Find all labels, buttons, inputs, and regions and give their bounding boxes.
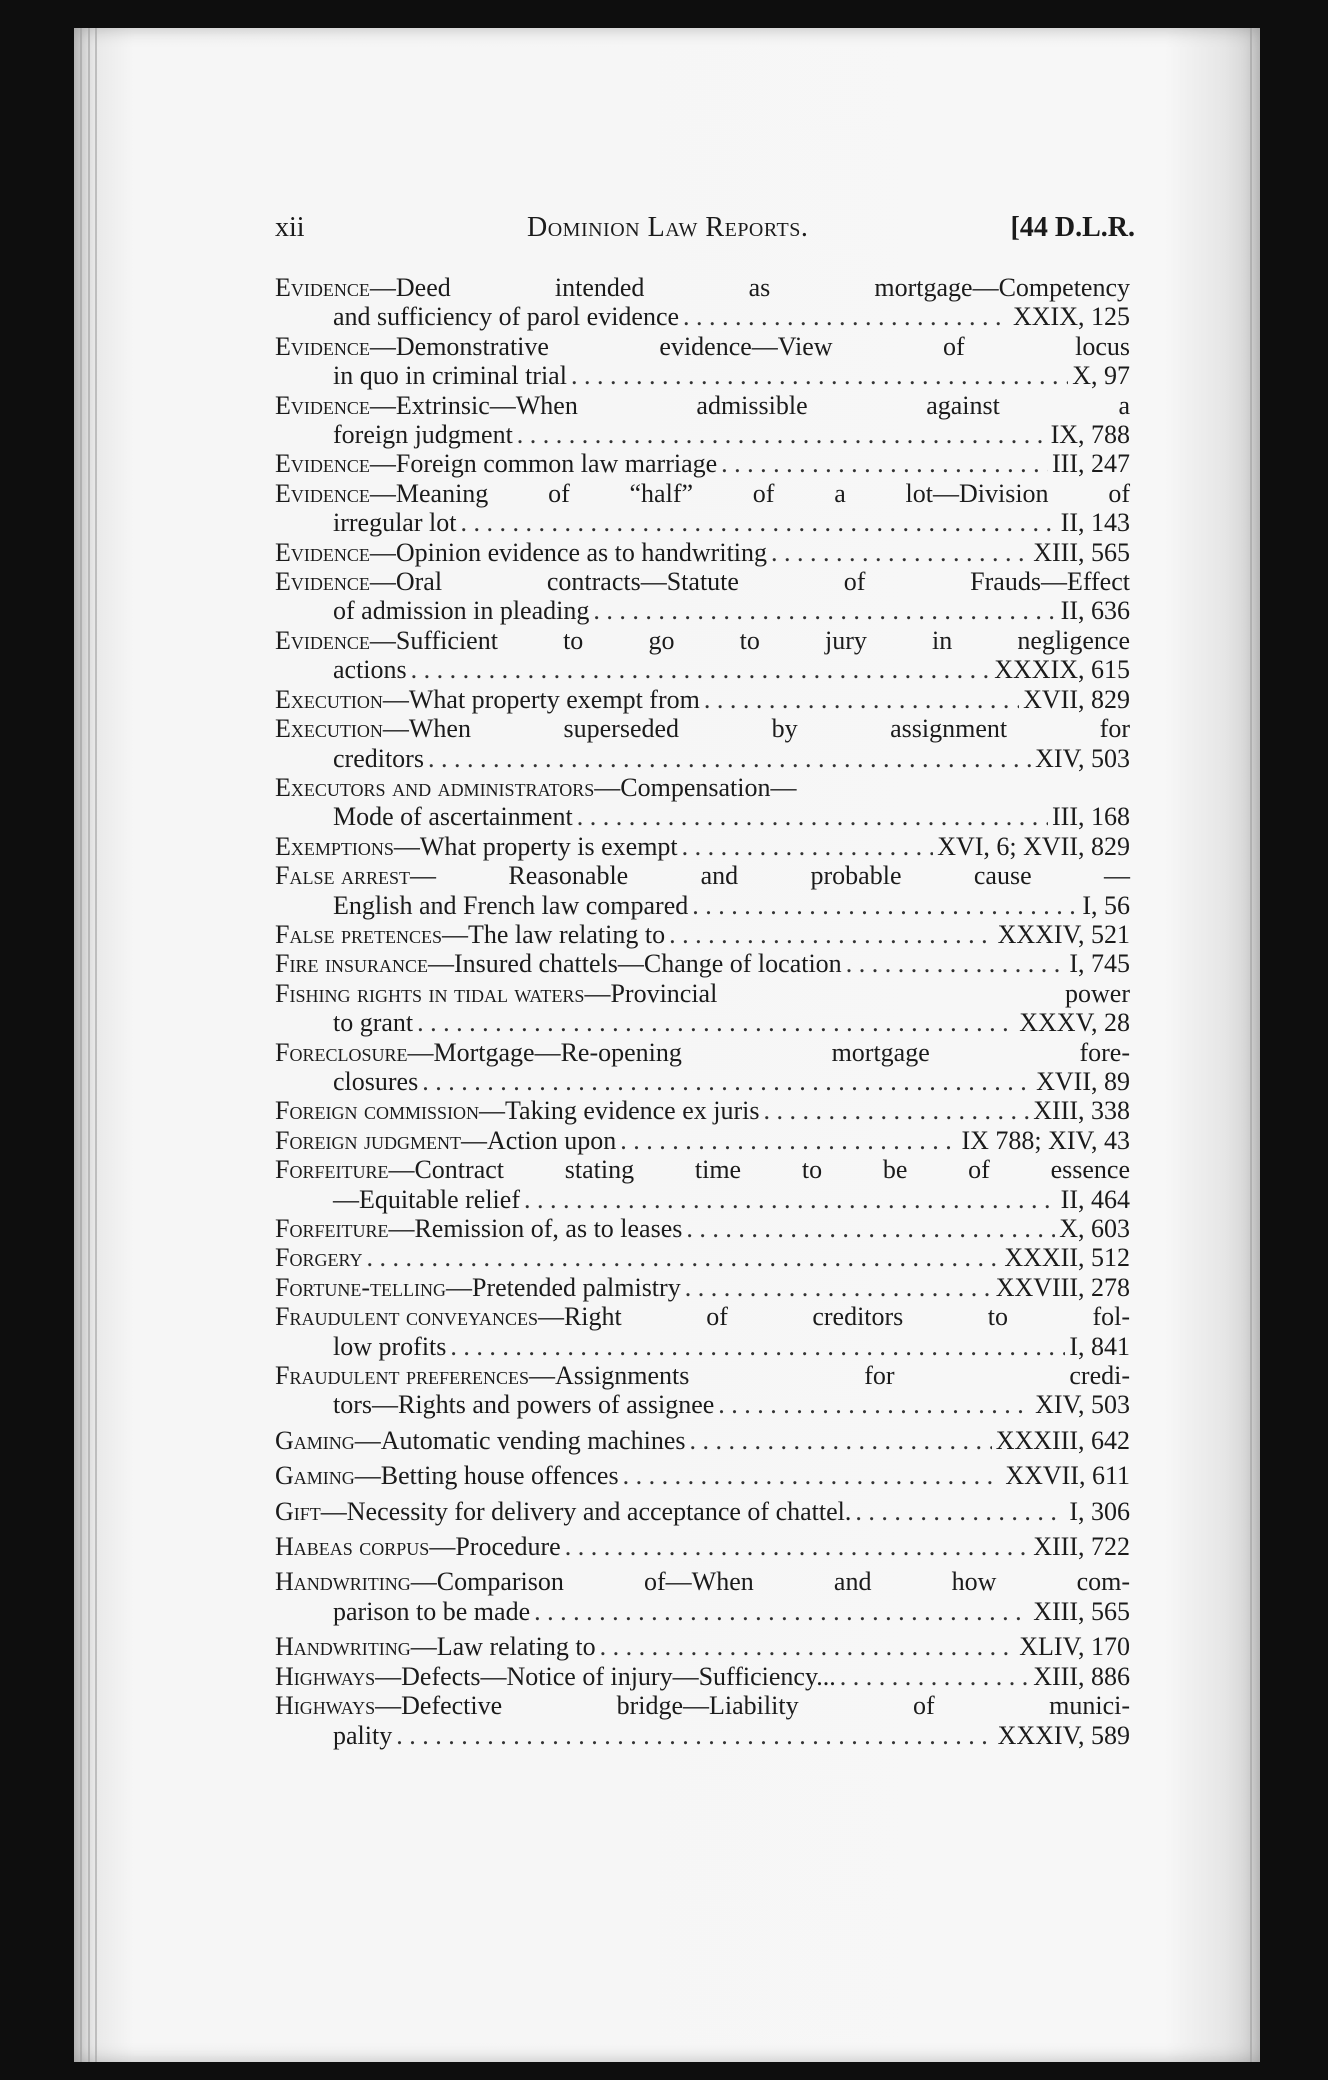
volume-page-reference: XXXII, 512: [1004, 1243, 1130, 1273]
page-edge: [88, 28, 90, 2062]
page-edge: [80, 28, 82, 2062]
index-entry: [275, 1302, 1130, 1361]
entry-line: [275, 1721, 1130, 1750]
entry-text: —Action upon: [460, 1125, 617, 1155]
page-title: Dominion Law Reports.: [527, 212, 809, 243]
volume-page-reference: I, 56: [1082, 890, 1130, 920]
leader-dots: [428, 744, 1031, 773]
entry-heading: False pretences: [275, 919, 442, 949]
volume-page-reference: XIII, 338: [1033, 1096, 1130, 1126]
volume-page-reference: III, 168: [1052, 802, 1130, 832]
entry-line: [275, 1361, 1130, 1390]
entry-text: pality: [333, 1720, 393, 1750]
entry-line: [275, 1662, 1130, 1691]
entry-text: —The law relating to: [441, 919, 666, 949]
entry-line: [275, 1273, 1130, 1302]
entry-line: [275, 1185, 1130, 1214]
entry-text: of admission in pleading: [333, 596, 590, 626]
volume-page-reference: XIV, 503: [1035, 1390, 1130, 1420]
page-number: xii: [275, 212, 305, 243]
entry-line: [275, 391, 1130, 420]
entry-text: —Provincial power: [584, 978, 1130, 1008]
leader-dots: [524, 1185, 1057, 1214]
entry-heading: Fire insurance: [275, 949, 428, 979]
entry-text: actions: [333, 655, 407, 685]
entry-text: —What property exempt from: [382, 684, 700, 714]
entry-line: [275, 891, 1130, 920]
entry-line: [275, 1632, 1130, 1661]
index-entry: [275, 1096, 1130, 1125]
entry-line: [275, 596, 1130, 625]
entry-text: — Reasonable and probable cause —: [409, 861, 1130, 891]
index-entry: [275, 920, 1130, 949]
entry-text: —Assignments for credi-: [528, 1361, 1130, 1391]
entry-line: [275, 538, 1130, 567]
entry-text: and sufficiency of parol evidence: [333, 302, 680, 332]
index-entry: [275, 626, 1130, 685]
entry-text: in quo in criminal trial: [333, 361, 567, 391]
entry-heading: Forfeiture: [275, 1155, 389, 1185]
entry-line: [275, 1691, 1130, 1720]
entry-heading: Evidence: [275, 331, 370, 361]
volume-page-reference: XIV, 503: [1035, 743, 1130, 773]
leader-dots: [840, 1662, 1029, 1691]
volume-page-reference: XXXV, 28: [1019, 1008, 1130, 1038]
index-entry: [275, 949, 1130, 978]
entry-text: —Pretended palmistry: [446, 1272, 681, 1302]
volume-page-reference: XIII, 886: [1033, 1661, 1130, 1691]
entry-text: low profits: [333, 1331, 447, 1361]
volume-page-reference: XIII, 565: [1033, 537, 1130, 567]
entry-line: [275, 1532, 1130, 1561]
entry-line: [275, 302, 1130, 331]
entry-line: [275, 1126, 1130, 1155]
leader-dots: [422, 1067, 1032, 1096]
entry-text: —Taking evidence ex juris: [478, 1096, 760, 1126]
entry-heading: Fraudulent preferences: [275, 1361, 529, 1391]
entry-heading: Highways: [275, 1661, 376, 1691]
entry-line: [275, 744, 1130, 773]
index-entry: [275, 832, 1130, 861]
leader-dots: [411, 655, 991, 684]
page-edge: [95, 28, 97, 2062]
volume-page-reference: XXXIV, 589: [997, 1720, 1130, 1750]
entry-line: [275, 1426, 1130, 1455]
volume-page-reference: X, 97: [1072, 361, 1130, 391]
entry-line: [275, 685, 1130, 714]
volume-page-reference: XXVIII, 278: [995, 1272, 1130, 1302]
volume-page-reference: III, 247: [1052, 449, 1130, 479]
entry-line: [275, 861, 1130, 890]
volume-page-reference: XXIX, 125: [1013, 302, 1130, 332]
volume-label: [44 D.L.R.: [1010, 212, 1135, 243]
entry-line: [275, 1567, 1130, 1596]
entry-heading: Foreclosure: [275, 1037, 408, 1067]
entry-heading: Gift: [275, 1496, 321, 1526]
index-entry: [275, 1632, 1130, 1661]
entry-line: [275, 1038, 1130, 1067]
entry-heading: Gaming: [275, 1461, 355, 1491]
volume-page-reference: II, 143: [1060, 508, 1130, 538]
entry-line: [275, 449, 1130, 478]
leader-dots: [669, 920, 993, 949]
entry-heading: Foreign commission: [275, 1096, 479, 1126]
entry-line: [275, 1390, 1130, 1419]
entry-heading: Exemptions: [275, 831, 394, 861]
entry-line: [275, 832, 1130, 861]
leader-dots: [771, 538, 1029, 567]
leader-dots: [417, 1008, 1015, 1037]
index-list: [275, 273, 1130, 1750]
entry-text: foreign judgment: [333, 420, 513, 450]
volume-page-reference: XVI, 6; XVII, 829: [937, 831, 1130, 861]
entry-text: —What property is exempt: [393, 831, 678, 861]
entry-heading: Habeas corpus: [275, 1532, 430, 1562]
entry-text: —Automatic vending machines: [354, 1425, 686, 1455]
leader-dots: [593, 596, 1056, 625]
index-entry: [275, 391, 1130, 450]
volume-page-reference: IX, 788: [1050, 420, 1130, 450]
leader-dots: [577, 802, 1048, 831]
entry-text: —Extrinsic—When admissible against a: [369, 390, 1130, 420]
entry-line: [275, 567, 1130, 596]
entry-line: [275, 1461, 1130, 1490]
index-entry: [275, 1126, 1130, 1155]
entry-heading: Evidence: [275, 478, 370, 508]
entry-line: [275, 479, 1130, 508]
entry-line: [275, 508, 1130, 537]
entry-text: —Foreign common law marriage: [369, 449, 718, 479]
index-entry: [275, 1497, 1130, 1526]
index-entry: [275, 1461, 1130, 1490]
leader-dots: [600, 1632, 1016, 1661]
entry-heading: Executors and administrators: [275, 772, 595, 802]
volume-page-reference: I, 306: [1069, 1496, 1130, 1526]
leader-dots: [534, 1597, 1029, 1626]
entry-line: [275, 714, 1130, 743]
volume-page-reference: XXVII, 611: [1005, 1461, 1130, 1491]
index-entry: [275, 449, 1130, 478]
entry-heading: Evidence: [275, 273, 370, 302]
entry-line: [275, 361, 1130, 390]
leader-dots: [450, 1332, 1065, 1361]
entry-line: [275, 1302, 1130, 1331]
entry-text: —Meaning of “half” of a lot—Division of: [369, 478, 1130, 508]
entry-heading: False arrest: [275, 861, 410, 891]
entry-text: —Contract stating time to be of essence: [388, 1155, 1130, 1185]
entry-line: [275, 1096, 1130, 1125]
leader-dots: [718, 1390, 1031, 1419]
entry-line: [275, 1155, 1130, 1184]
entry-heading: Execution: [275, 714, 383, 744]
entry-heading: Forfeiture: [275, 1214, 389, 1243]
page-edge: [1250, 28, 1252, 2062]
entry-text: —When superseded by assignment for: [382, 714, 1130, 744]
leader-dots: [517, 420, 1047, 449]
entry-text: —Defects—Notice of injury—Sufficiency...: [375, 1661, 836, 1691]
leader-dots: [721, 449, 1048, 478]
entry-line: [275, 949, 1130, 978]
index-entry: [275, 538, 1130, 567]
leader-dots: [683, 302, 1009, 331]
entry-text: parison to be made: [333, 1596, 531, 1626]
index-entry: [275, 567, 1130, 626]
volume-page-reference: XLIV, 170: [1019, 1632, 1130, 1662]
leader-dots: [366, 1243, 1000, 1272]
entry-text: tors—Rights and powers of assignee: [333, 1390, 715, 1420]
volume-page-reference: XXXIV, 521: [997, 919, 1130, 949]
entry-line: [275, 655, 1130, 684]
entry-line: [275, 1243, 1130, 1272]
volume-page-reference: XIII, 565: [1033, 1596, 1130, 1626]
entry-text: —Compensation—: [594, 772, 797, 802]
entry-line: [275, 920, 1130, 949]
leader-dots: [396, 1721, 993, 1750]
entry-line: [275, 1067, 1130, 1096]
leader-dots: [685, 1273, 992, 1302]
entry-line: [275, 1332, 1130, 1361]
entry-heading: Evidence: [275, 537, 370, 567]
leader-dots: [855, 1497, 1065, 1526]
entry-heading: Fishing rights in tidal waters: [275, 978, 585, 1008]
leader-dots: [571, 361, 1068, 390]
volume-page-reference: I, 745: [1069, 949, 1130, 979]
volume-page-reference: XIII, 722: [1033, 1532, 1130, 1562]
entry-text: —Comparison of—When and how com-: [410, 1567, 1130, 1597]
running-header: [275, 212, 1135, 252]
entry-text: —Demonstrative evidence—View of locus: [369, 331, 1130, 361]
entry-heading: Gaming: [275, 1425, 355, 1455]
entry-text: closures: [333, 1066, 419, 1096]
index-entry: [275, 1273, 1130, 1302]
entry-heading: Evidence: [275, 390, 370, 420]
leader-dots: [692, 891, 1078, 920]
index-entry: [275, 1243, 1130, 1272]
index-entry: [275, 1567, 1130, 1626]
entry-text: English and French law compared: [333, 890, 689, 920]
volume-page-reference: XXXIX, 615: [994, 655, 1130, 685]
index-entry: [275, 332, 1130, 391]
entry-text: irregular lot: [333, 508, 457, 538]
entry-line: [275, 1214, 1130, 1243]
volume-page-reference: X, 603: [1059, 1214, 1130, 1243]
entry-line: [275, 802, 1130, 831]
entry-line: [275, 1497, 1130, 1526]
entry-text: —Law relating to: [410, 1632, 596, 1662]
leader-dots: [686, 1214, 1055, 1243]
leader-dots: [846, 949, 1066, 978]
entry-text: —Betting house offences: [354, 1461, 619, 1491]
leader-dots: [689, 1426, 991, 1455]
entry-line: [275, 332, 1130, 361]
entry-heading: Evidence: [275, 625, 370, 655]
entry-line: [275, 273, 1130, 302]
entry-text: —Deed intended as mortgage—Competency: [369, 273, 1130, 302]
index-entry: [275, 979, 1130, 1038]
volume-page-reference: II, 464: [1060, 1184, 1130, 1214]
entry-text: —Insured chattels—Change of location: [427, 949, 842, 979]
volume-page-reference: I, 841: [1069, 1331, 1130, 1361]
entry-heading: Evidence: [275, 449, 370, 479]
index-entry: [275, 773, 1130, 832]
volume-page-reference: XXXIII, 642: [995, 1425, 1130, 1455]
entry-heading: Evidence: [275, 567, 370, 597]
index-entry: [275, 273, 1130, 332]
index-entry: [275, 1691, 1130, 1750]
entry-heading: Handwriting: [275, 1567, 411, 1597]
index-entry: [275, 685, 1130, 714]
index-entry: [275, 1214, 1130, 1243]
index-entry: [275, 1662, 1130, 1691]
entry-line: [275, 1008, 1130, 1037]
leader-dots: [620, 1126, 957, 1155]
entry-heading: Execution: [275, 684, 383, 714]
entry-line: [275, 979, 1130, 1008]
leader-dots: [565, 1532, 1030, 1561]
leader-dots: [682, 832, 934, 861]
entry-text: —Mortgage—Re-opening mortgage fore-: [407, 1037, 1130, 1067]
entry-line: [275, 420, 1130, 449]
index-entry: [275, 1155, 1130, 1214]
volume-page-reference: XVII, 829: [1023, 684, 1130, 714]
leader-dots: [623, 1461, 1002, 1490]
entry-heading: Fortune-telling: [275, 1272, 447, 1302]
entry-text: Mode of ascertainment: [333, 802, 573, 832]
volume-page-reference: II, 636: [1060, 596, 1130, 626]
index-entry: [275, 861, 1130, 920]
entry-line: [275, 626, 1130, 655]
index-entry: [275, 1038, 1130, 1097]
entry-text: —Oral contracts—Statute of Frauds—Effect: [369, 567, 1130, 597]
volume-page-reference: IX 788; XIV, 43: [961, 1125, 1130, 1155]
leader-dots: [460, 508, 1056, 537]
entry-heading: Forgery: [275, 1243, 363, 1273]
entry-text: —Sufficient to go to jury in negligence: [369, 625, 1130, 655]
index-entry: [275, 714, 1130, 773]
entry-text: —Right of creditors to fol-: [537, 1302, 1130, 1332]
entry-text: —Defective bridge—Liability of munici-: [375, 1691, 1130, 1721]
entry-text: to grant: [333, 1008, 414, 1038]
index-entry: [275, 1532, 1130, 1561]
entry-heading: Highways: [275, 1691, 376, 1721]
leader-dots: [763, 1096, 1029, 1125]
volume-page-reference: XVII, 89: [1036, 1066, 1130, 1096]
entry-heading: Foreign judgment: [275, 1125, 461, 1155]
entry-heading: Handwriting: [275, 1632, 411, 1662]
entry-line: [275, 773, 1130, 802]
entry-text: —Procedure: [429, 1532, 561, 1562]
leader-dots: [704, 685, 1019, 714]
entry-line: [275, 1597, 1130, 1626]
entry-text: —Equitable relief: [333, 1184, 520, 1214]
entry-heading: Fraudulent conveyances: [275, 1302, 538, 1332]
index-entry: [275, 479, 1130, 538]
entry-text: —Necessity for delivery and acceptance of chattel.: [320, 1496, 852, 1526]
index-entry: [275, 1426, 1130, 1455]
index-entry: [275, 1361, 1130, 1420]
entry-text: —Remission of, as to leases: [388, 1214, 683, 1243]
entry-text: creditors: [333, 743, 424, 773]
entry-text: —Opinion evidence as to handwriting: [369, 537, 768, 567]
